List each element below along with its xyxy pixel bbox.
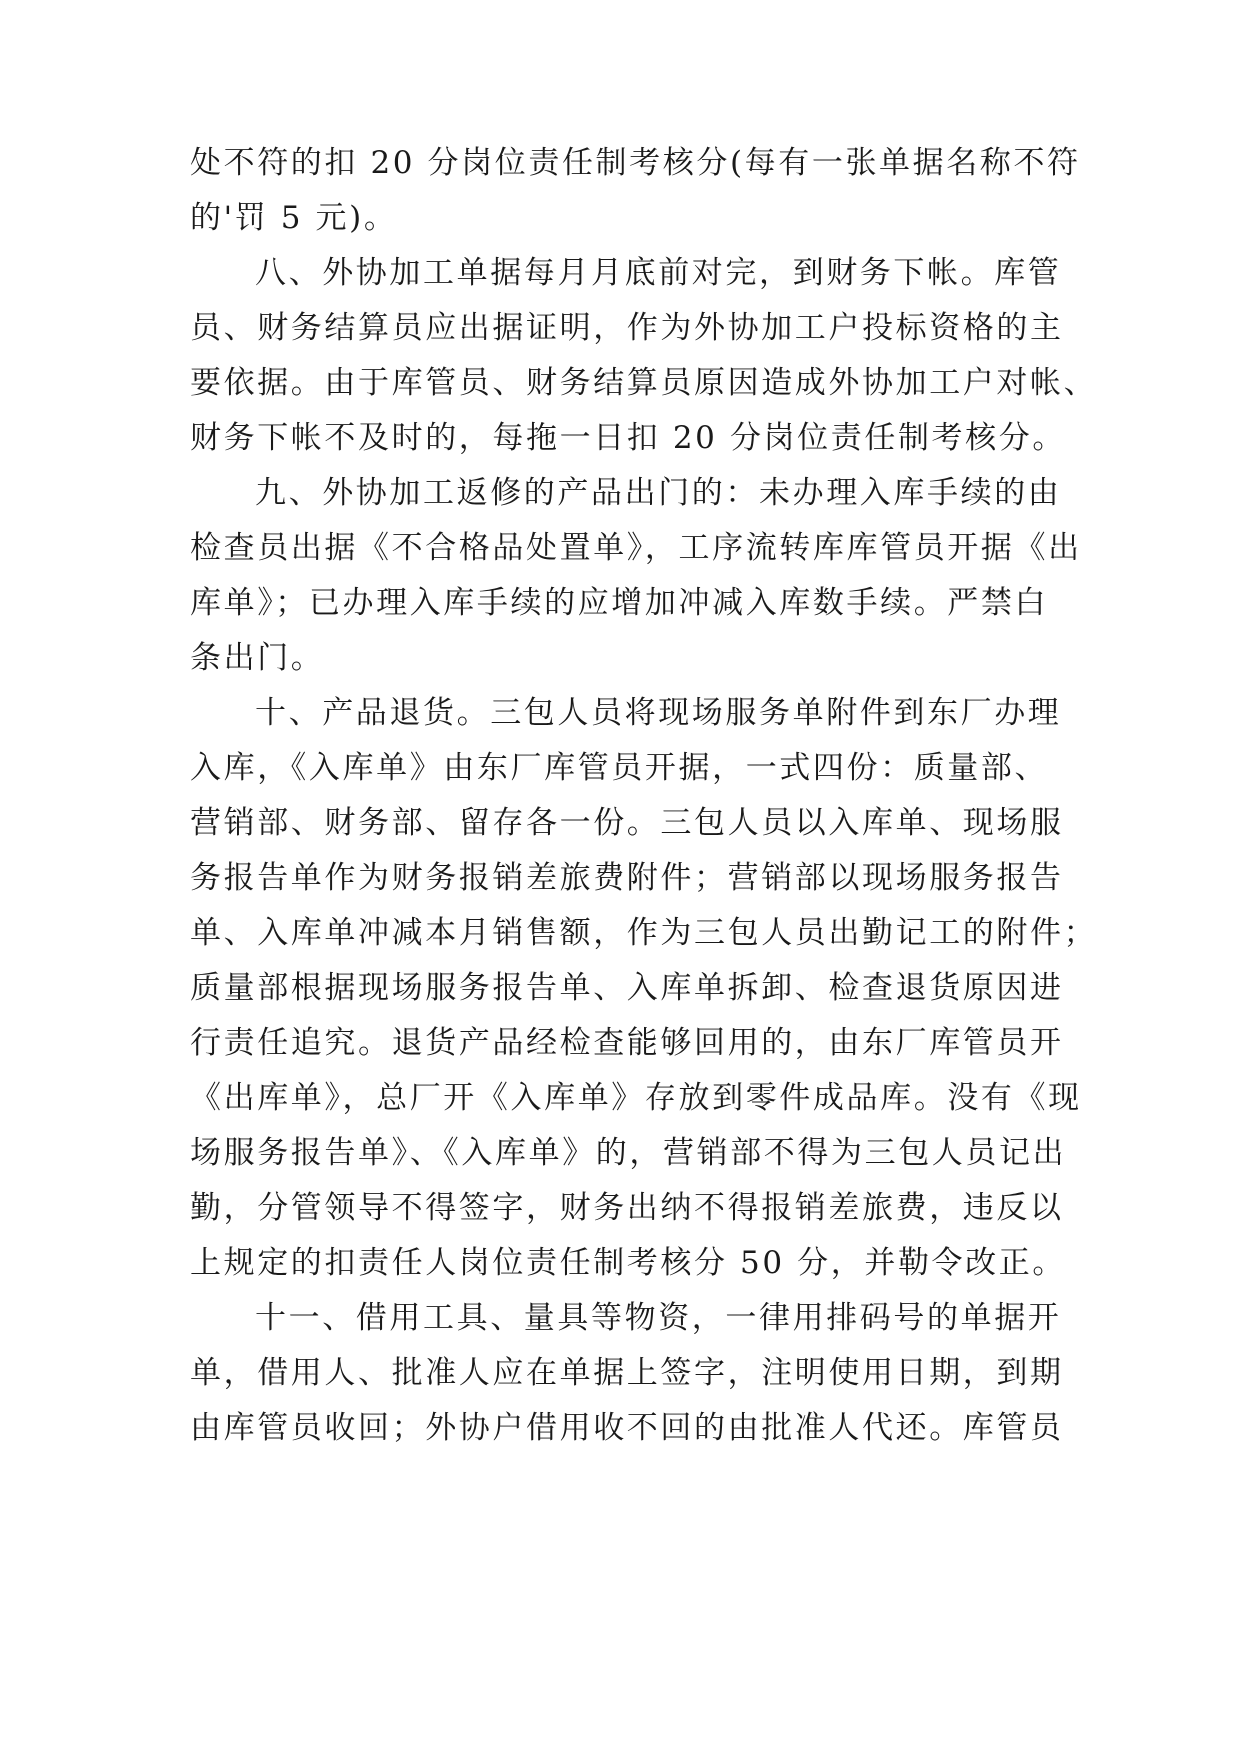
text-line: 要依据。由于库管员、财务结算员原因造成外协加工户对帐、: [190, 365, 1098, 401]
text-line: 《出库单》，总厂开《入库单》存放到零件成品库。没有《现: [190, 1080, 1082, 1116]
text-line: 的'罚 5 元)。: [190, 200, 398, 236]
text-line: 员、财务结算员应出据证明，作为外协加工户投标资格的主: [190, 310, 1064, 346]
paragraph-9-heading: 九、外协加工返修的产品出门的：未办理入库手续的由: [255, 475, 1062, 511]
text-line: 营销部、财务部、留存各一份。三包人员以入库单、现场服: [190, 805, 1064, 841]
text-line: 行责任追究。退货产品经检查能够回用的，由东厂库管员开: [190, 1025, 1064, 1061]
text-line: 勤，分管领导不得签字，财务出纳不得报销差旅费，违反以: [190, 1190, 1064, 1226]
text-line: 单、入库单冲减本月销售额，作为三包人员出勤记工的附件；: [190, 915, 1098, 951]
text-line: 由库管员收回；外协户借用收不回的由批准人代还。库管员: [190, 1410, 1064, 1446]
text-line: 财务下帐不及时的，每拖一日扣 20 分岗位责任制考核分。: [190, 420, 1066, 456]
text-line: 库单》；已办理入库手续的应增加冲减入库数手续。严禁白: [190, 585, 1049, 621]
paragraph-8-heading: 八、外协加工单据每月月底前对完，到财务下帐。库管: [255, 255, 1062, 291]
text-line: 检查员出据《不合格品处置单》，工序流转库库管员开据《出: [190, 530, 1082, 566]
text-line: 条出门。: [190, 640, 325, 676]
text-line: 场服务报告单》、《入库单》的，营销部不得为三包人员记出: [190, 1135, 1067, 1171]
text-line: 入库，《入库单》由东厂库管员开据，一式四份：质量部、: [190, 750, 1049, 786]
text-line: 质量部根据现场服务报告单、入库单拆卸、检查退货原因进: [190, 970, 1064, 1006]
paragraph-10-heading: 十、产品退货。三包人员将现场服务单附件到东厂办理: [255, 695, 1062, 731]
text-line: 务报告单作为财务报销差旅费附件；营销部以现场服务报告: [190, 860, 1064, 896]
text-line: 处不符的扣 20 分岗位责任制考核分(每有一张单据名称不符: [190, 145, 1081, 181]
text-line: 单，借用人、批准人应在单据上签字，注明使用日期，到期: [190, 1355, 1064, 1391]
text-line: 上规定的扣责任人岗位责任制考核分 50 分，并勒令改正。: [190, 1245, 1066, 1281]
paragraph-11-heading: 十一、借用工具、量具等物资，一律用排码号的单据开: [255, 1300, 1062, 1336]
